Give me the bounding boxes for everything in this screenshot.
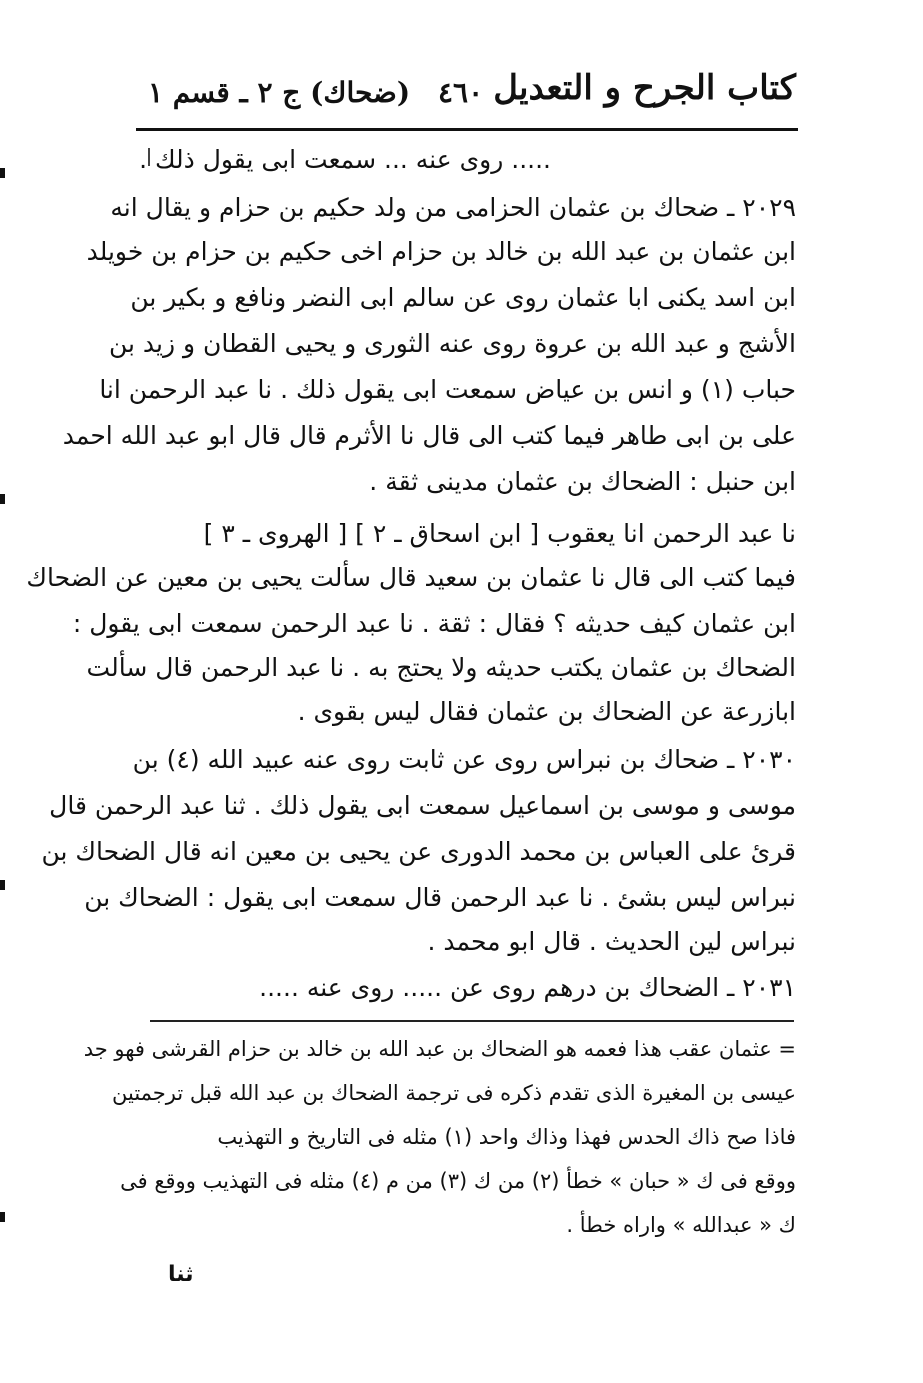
text-line: ابن عثمان كيف حديثه ؟ فقال : ثقة . نا عبد الرحمن سمعت ابى يقول : [72,609,796,638]
footnote-rule [150,1020,794,1022]
catchword: ثنا [168,1262,194,1287]
text-line: ابن حنبل : الضحاك بن عثمان مدينى ثقة . [369,467,796,496]
footnote-line: فاذا صح ذاك الحدس فهذا وذاك واحد (١) مثله فى التاريخ و التهذيب [217,1125,796,1149]
running-header [138,62,796,122]
text-line: موسى و موسى بن اسماعيل سمعت ابى يقول ذلك . ثنا عبد الرحمن قال [49,791,796,820]
footnote-line: عيسى بن المغيرة الذى تقدم ذكره فى ترجمة الضحاك بن عبد الله قبل ترجمتين [112,1081,796,1105]
footnote-line: = عثمان عقب هذا فعمه هو الضحاك بن عبد الله بن خالد بن حزام القرشى فهو جد [83,1037,796,1061]
text-line: نبراس لين الحديث . قال ابو محمد . [427,927,796,956]
entry-2031-heading: ٢٠٣١ ـ الضحاك بن درهم روى عن ..... روى عنه ..... [259,973,796,1002]
margin-mark [0,1212,5,1222]
margin-mark [0,880,5,890]
text-line: فيما كتب الى قال نا عثمان بن سعيد قال سألت يحيى بن معين عن الضحاك [26,563,796,592]
section-label: (ضحاك) ج ٢ ـ قسم ١ [148,76,411,109]
margin-mark [0,168,5,178]
text-line: حباب (١) و انس بن عياض سمعت ابى يقول ذلك . نا عبد الرحمن انا [99,375,796,404]
header-rule [136,128,798,131]
text-line: الضحاك بن عثمان يكتب حديثه ولا يحتج به . نا عبد الرحمن قال سألت [86,653,796,682]
page-number: ٤٦٠ [438,76,484,109]
text-line: ابن عثمان بن عبد الله بن خالد بن حزام اخى حكيم بن حزام بن خويلد [86,237,796,266]
footnote-line: ك « عبدالله » واراه خطأ . [566,1213,796,1237]
margin-mark [0,494,5,504]
text-line: نا عبد الرحمن انا يعقوب [ ابن اسحاق ـ ٢ ] [ الهروى ـ ٣ ] [203,519,796,548]
text-line: قرئ على العباس بن محمد الدورى عن يحيى بن معين انه قال الضحاك بن [41,837,796,866]
text-line: ابن اسد يكنى ابا عثمان روى عن سالم ابى النضر ونافع و بكير بن [130,283,796,312]
text-line: الأشج و عبد الله بن عروة روى عنه الثورى و يحيى القطان و زيد بن [108,329,796,358]
book-title: كتاب الجرح و التعديل [493,68,796,108]
text-line: ابازرعة عن الضحاك بن عثمان فقال ليس بقوى . [297,697,796,726]
text-line: ..... روى عنه ... سمعت ابى يقول ذلك . [139,145,551,174]
footnote-line: ووقع فى ك « حبان » خطأ (٢) من ك (٣) من م (٤) مثله فى التهذيب ووقع فى [120,1169,796,1193]
text-line: على بن ابى طاهر فيما كتب الى قال نا الأثرم قال قال ابو عبد الله احمد [62,421,796,450]
entry-2030-heading: ٢٠٣٠ ـ ضحاك بن نبراس روى عن ثابت روى عنه عبيد الله (٤) بن [132,745,796,774]
text-line: نبراس ليس بشئ . نا عبد الرحمن قال سمعت ابى يقول : الضحاك بن [84,883,796,912]
entry-2029-heading: ٢٠٢٩ ـ ضحاك بن عثمان الحزامى من ولد حكيم بن حزام و يقال انه [110,193,796,222]
